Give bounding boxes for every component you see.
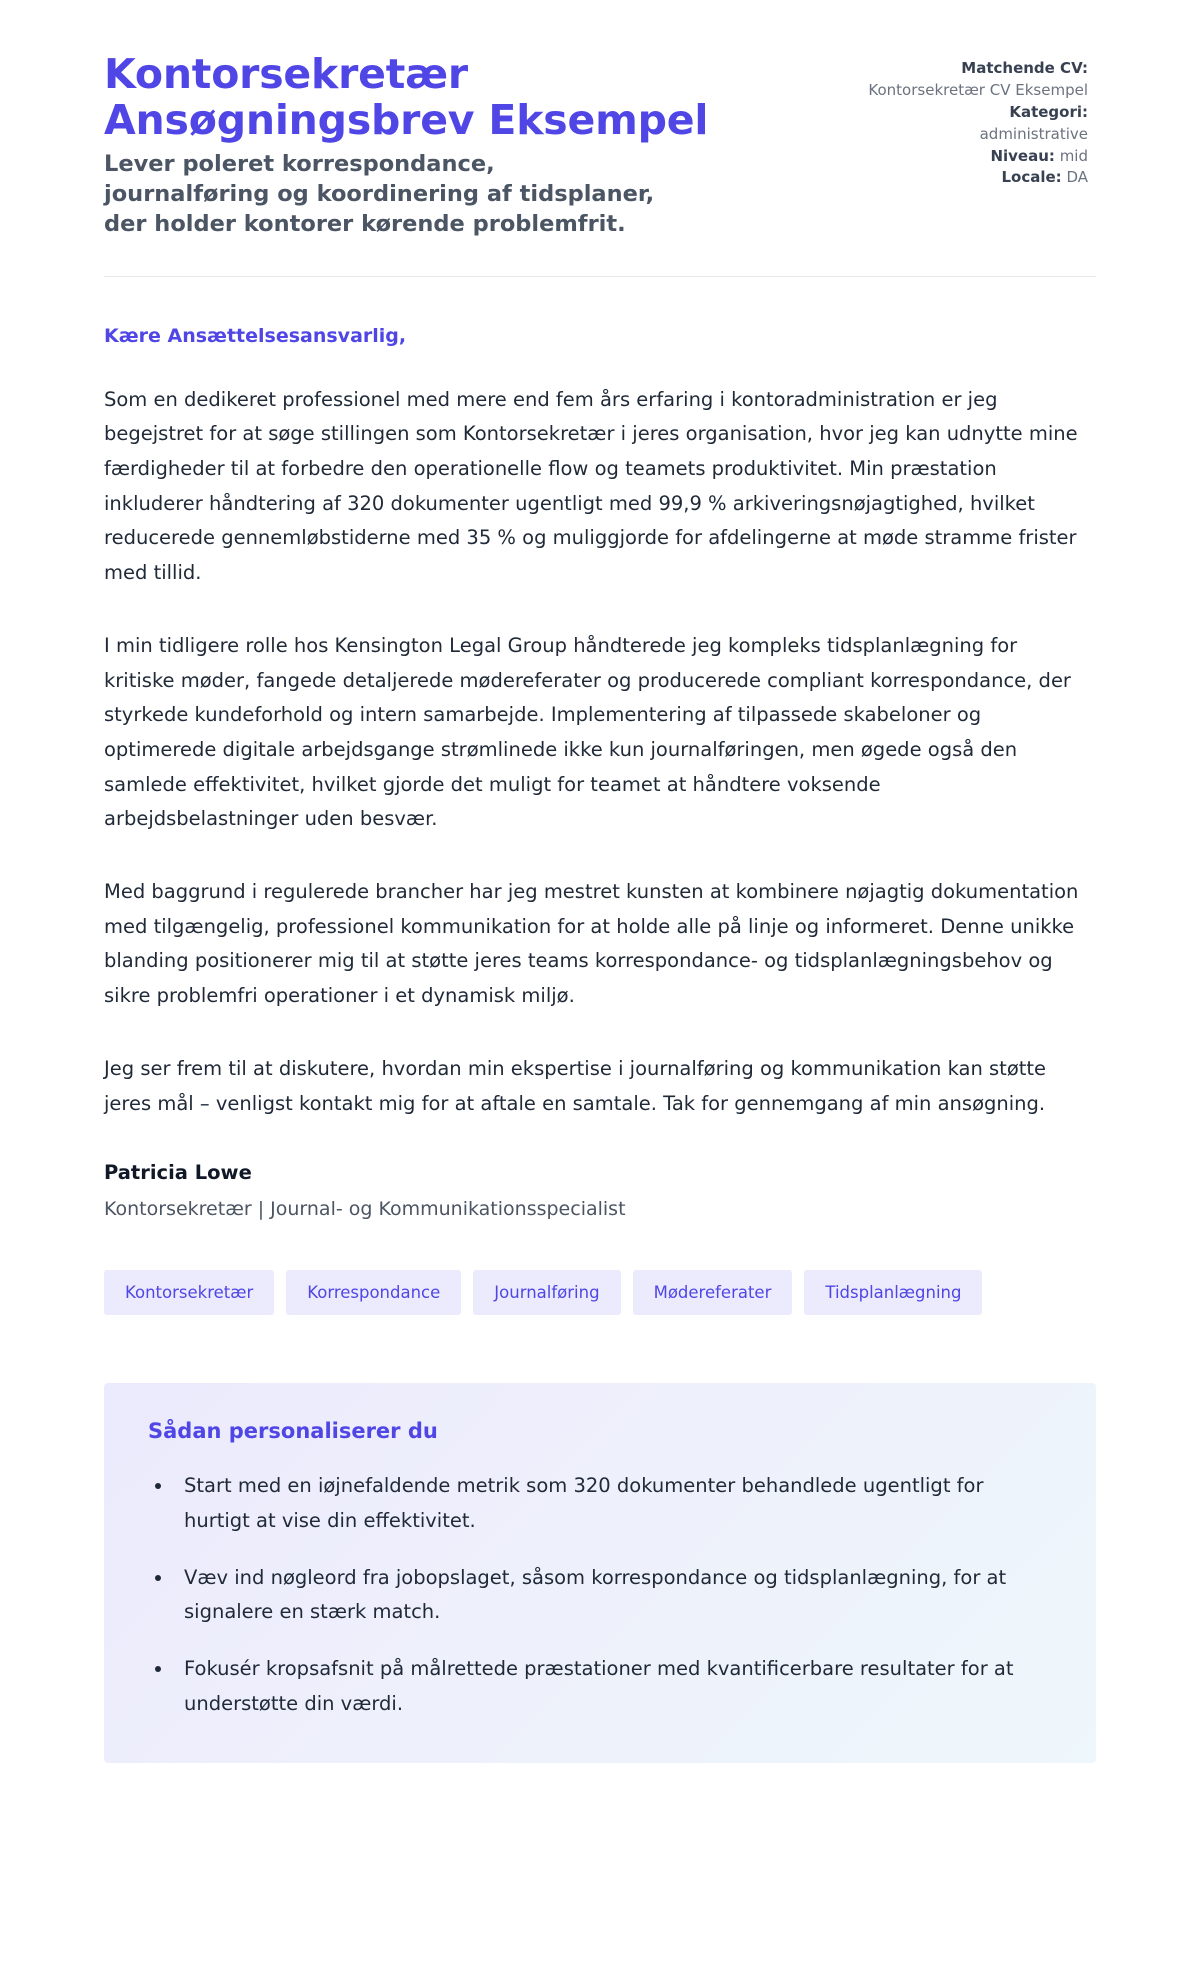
header-text-block [104,52,834,240]
meta-category-value: administrative [979,124,1088,143]
meta-matching-cv-value-row [868,80,1088,102]
letter-paragraph: Jeg ser frem til at diskutere, hvordan min ekspertise i journalføring og kommunikation kan støtte jeres mål – venligst kontakt mig for at aftale en samtale. Tak for gennemgang af min ansøgning. [104,1056,1047,1115]
letter-paragraph: I min tidligere rolle hos Kensington Legal Group håndterede jeg kompleks tidsplanlægning for kritiske møder, fangede detaljerede mødereferater og producerede compliant korrespondance, der styrkede kundeforhold og intern samarbejde. Implementering af tilpassede skabeloner og optimerede digitale arbejdsgange strømlinede ikke kun journalføringen, men øgede også den samlede effektivitet, hvilket gjorde det muligt for teamet at håndtere voksende arbejdsbelastninger uden besvær. [104,633,1071,831]
meta-level [868,146,1088,168]
personalization-tips-panel [104,1383,1096,1763]
meta-category-label: Kategori: [1009,102,1088,121]
tag-chip[interactable]: Tidsplanlægning [804,1270,982,1315]
tag-chip[interactable]: Mødereferater [633,1270,793,1315]
page-title: Kontorsekretær Ansøgningsbrev Eksempel [104,50,709,144]
tips-title: Sådan personaliserer du [148,1419,438,1444]
document-metadata [868,52,1088,189]
page-subtitle: Lever poleret korrespondance, journalføring og koordinering af tidsplaner, der holder kontorer kørende problemfrit. [104,150,655,237]
tips-list [148,1469,1052,1721]
signature-block [0,1121,1200,1220]
meta-locale-label: Locale: [1001,168,1062,187]
letter-paragraph: Som en dedikeret professionel med mere end fem års erfaring i kontoradministration er jeg begejstret for at søge stillingen som Kontorsekretær i jeres organisation, hvor jeg kan udnytte mine færdigheder til at forbedre den operationelle flow og teamets produktivitet. Min præstation inkluderer håndtering af 320 dokumenter ugentligt med 99,9 % arkiveringsnøjagtighed, hvilket reducerede gennemløbstiderne med 35 % og muliggjorde for afdelingerne at møde stramme frister med tillid. [104,387,1078,585]
meta-matching-cv [868,58,1088,80]
tag-list [0,1220,1200,1315]
meta-matching-cv-label: Matchende CV: [961,59,1088,77]
letter-body [0,277,1200,1122]
meta-level-label: Niveau: [990,146,1055,165]
meta-locale [868,167,1088,189]
letter-paragraph: Med baggrund i regulerede brancher har jeg mestret kunsten at kombinere nøjagtig dokumentation med tilgængelig, professionel kommunikation for at holde alle på linje og informeret. Denne unikke blanding positionerer mig til at støtte jeres teams korrespondance- og tidsplanlægningsbehov og sikre problemfri operationer i et dynamisk miljø. [104,880,1079,1008]
tag-chip[interactable]: Journalføring [473,1270,620,1315]
meta-category [868,102,1088,124]
tag-chip[interactable]: Korrespondance [286,1270,461,1315]
meta-locale-value: DA [1066,168,1088,187]
tips-list-item: • Fokusér kropsafsnit på målrettede præstationer med kvantificerbare resultater for at understøtte din værdi. [174,1652,1052,1721]
tag-chip[interactable]: Kontorsekretær [104,1270,274,1315]
page-header [0,0,1200,240]
tips-list-item: • Væv ind nøgleord fra jobopslaget, såsom korrespondance og tidsplanlægning, for at signalere en stærk match. [174,1561,1052,1630]
signature-name: Patricia Lowe [104,1161,252,1185]
tips-list-item: • Start med en iøjnefaldende metrik som 320 dokumenter behandlede ugentligt for hurtigt at vise din effektivitet. [174,1469,1052,1538]
letter-salutation: Kære Ansættelsesansvarlig, [104,324,407,347]
meta-category-value-row [868,124,1088,146]
meta-level-value: mid [1059,146,1088,165]
meta-matching-cv-value: Kontorsekretær CV Eksempel [868,80,1088,99]
signature-role: Kontorsekretær | Journal- og Kommunikationsspecialist [104,1198,626,1221]
